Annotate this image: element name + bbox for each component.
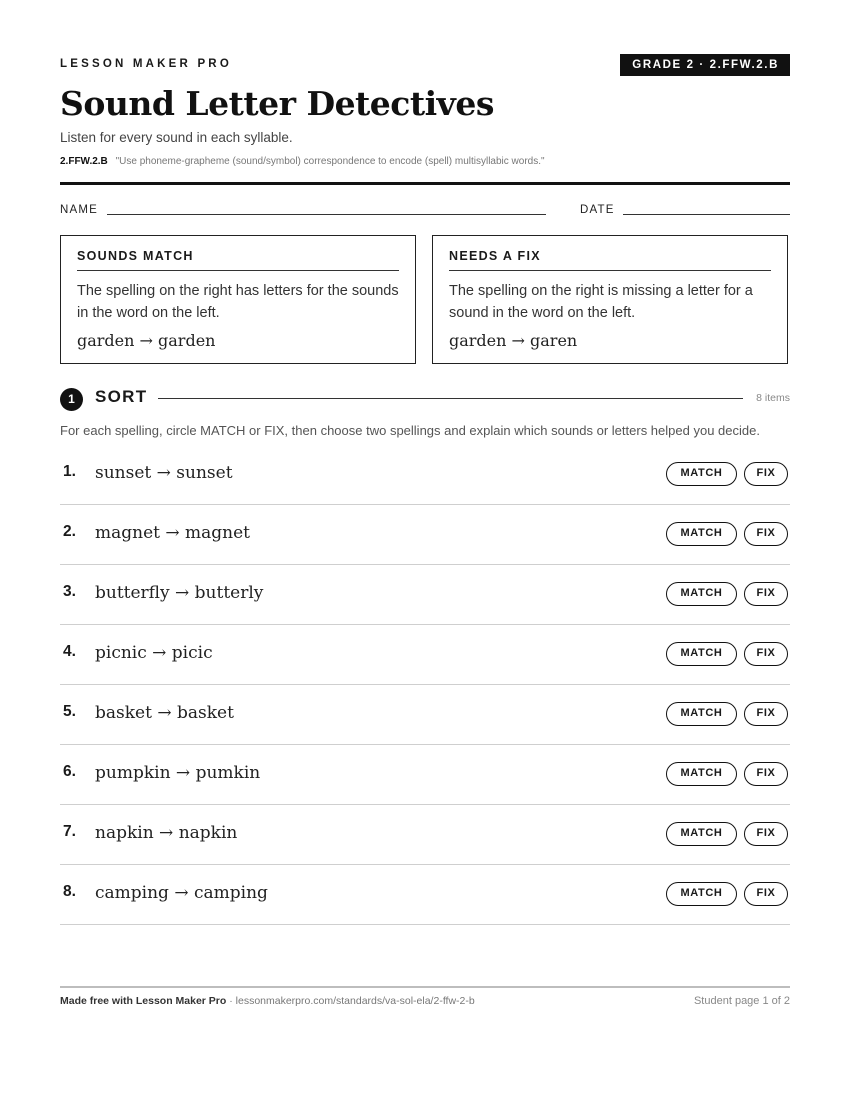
item-word-pair: basket → basket	[95, 703, 234, 723]
item-number: 2.	[63, 523, 76, 540]
match-option[interactable]: MATCH	[666, 642, 737, 666]
box-example: garden → garden	[77, 331, 216, 350]
item-word-pair: butterfly → butterly	[95, 583, 264, 603]
fix-option[interactable]: FIX	[744, 642, 788, 666]
match-option[interactable]: MATCH	[666, 702, 737, 726]
worksheet-page	[60, 0, 790, 1100]
fix-option[interactable]: FIX	[744, 822, 788, 846]
fix-option[interactable]: FIX	[744, 522, 788, 546]
section-divider	[158, 398, 743, 399]
item-count: 8 items	[756, 392, 790, 404]
list-item	[60, 865, 790, 925]
name-label: NAME	[60, 204, 99, 216]
standard-code: 2.FFW.2.B	[60, 156, 108, 167]
header-divider	[60, 182, 790, 185]
list-item	[60, 505, 790, 565]
list-item	[60, 805, 790, 865]
item-number: 1.	[63, 463, 76, 480]
item-word-pair: pumpkin → pumkin	[95, 763, 261, 783]
item-number: 8.	[63, 883, 76, 900]
instructions: For each spelling, circle MATCH or FIX, then choose two spellings and explain which sounds or letters helped you decide.	[60, 423, 760, 438]
fix-option[interactable]: FIX	[744, 582, 788, 606]
item-number: 5.	[63, 703, 76, 720]
item-word-pair: napkin → napkin	[95, 823, 238, 843]
item-number: 3.	[63, 583, 76, 600]
page-title: Sound Letter Detectives	[60, 84, 494, 123]
standard-text: "Use phoneme-grapheme (sound/symbol) correspondence to encode (spell) multisyllabic words."	[115, 156, 545, 167]
needs-a-fix-box	[432, 235, 788, 364]
sounds-match-box	[60, 235, 416, 364]
match-option[interactable]: MATCH	[666, 822, 737, 846]
list-item	[60, 625, 790, 685]
section-title: SORT	[95, 387, 148, 406]
footer-made-with: Made free with Lesson Maker Pro	[60, 995, 227, 1007]
fix-option[interactable]: FIX	[744, 462, 788, 486]
box-example: garden → garen	[449, 331, 578, 350]
list-item	[60, 445, 790, 505]
standard-line	[60, 156, 545, 167]
item-number: 7.	[63, 823, 76, 840]
item-word-pair: magnet → magnet	[95, 523, 251, 543]
list-item	[60, 685, 790, 745]
item-list	[60, 445, 790, 925]
list-item	[60, 565, 790, 625]
box-description: The spelling on the right has letters for the sounds in the word on the left.	[77, 283, 399, 321]
list-item	[60, 745, 790, 805]
brand-name: LESSON MAKER PRO	[60, 58, 232, 70]
box-heading: SOUNDS MATCH	[77, 249, 399, 271]
match-option[interactable]: MATCH	[666, 462, 737, 486]
footer-url: · lessonmakerpro.com/standards/va-sol-ela/2-ffw-2-b	[226, 995, 475, 1007]
name-field[interactable]	[107, 214, 546, 215]
footer-credit	[60, 995, 475, 1007]
footer-divider	[60, 986, 790, 988]
grade-badge: GRADE 2 · 2.FFW.2.B	[620, 54, 790, 76]
page-subtitle: Listen for every sound in each syllable.	[60, 130, 293, 145]
match-option[interactable]: MATCH	[666, 582, 737, 606]
item-word-pair: camping → camping	[95, 883, 268, 903]
item-word-pair: picnic → picic	[95, 643, 213, 663]
page-indicator: Student page 1 of 2	[693, 995, 790, 1007]
fix-option[interactable]: FIX	[744, 762, 788, 786]
match-option[interactable]: MATCH	[666, 882, 737, 906]
fix-option[interactable]: FIX	[744, 882, 788, 906]
box-heading: NEEDS A FIX	[449, 249, 771, 271]
date-label: DATE	[580, 204, 615, 216]
date-field[interactable]	[623, 214, 790, 215]
match-option[interactable]: MATCH	[666, 522, 737, 546]
box-description: The spelling on the right is missing a letter for a sound in the word on the left.	[449, 283, 753, 321]
match-option[interactable]: MATCH	[666, 762, 737, 786]
fix-option[interactable]: FIX	[744, 702, 788, 726]
section-number: 1	[60, 388, 83, 411]
item-number: 6.	[63, 763, 76, 780]
item-word-pair: sunset → sunset	[95, 463, 233, 483]
item-number: 4.	[63, 643, 76, 660]
